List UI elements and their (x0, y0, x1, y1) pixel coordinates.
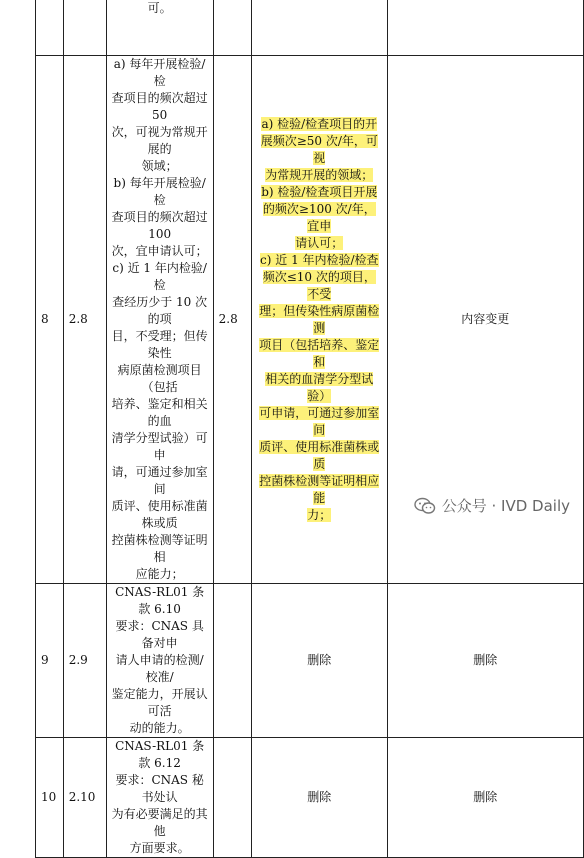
row-new-clause (213, 738, 251, 858)
highlighted-text-line: b) 检验/检查项目开展 (261, 184, 378, 199)
wechat-icon (414, 497, 436, 515)
highlighted-text-line: 控菌株检测等证明相应能 (259, 473, 380, 505)
old-text-line: 要求：CNAS 具备对申 (115, 619, 204, 650)
table-row (36, 738, 584, 858)
row-new-text: 删除 (251, 584, 387, 738)
old-text-line: 查项目的频次超过 100 (111, 210, 208, 241)
highlighted-text-line: a) 检验/检查项目的开 (261, 116, 378, 131)
row-clause: 2.8 (63, 56, 106, 584)
highlighted-text-line: 可申请，可通过参加室间 (259, 405, 380, 437)
old-text-line: 方面要求。 (129, 841, 190, 855)
old-text-line: 次，宜申请认可； (111, 244, 208, 258)
highlighted-text-line: 为常规开展的领域； (265, 167, 374, 182)
table-row (36, 584, 584, 738)
old-text-line: 为有必要满足的其他 (111, 807, 208, 838)
old-text-line: 请，可通过参加室间 (111, 465, 208, 496)
old-text-line: 要求：CNAS 秘书处认 (115, 773, 204, 804)
old-text-line: 查经历少于 10 次的项 (112, 295, 208, 326)
row-num: 8 (36, 56, 64, 584)
row-num: 9 (36, 584, 64, 738)
row-note: 删除 (387, 584, 583, 738)
comparison-table (35, 0, 584, 858)
old-text-line: a) 每年开展检验/检 (113, 57, 206, 88)
watermark-text: 公众号 · IVD Daily (441, 497, 570, 515)
old-text-line: 目，不受理；但传染性 (111, 329, 208, 360)
cell-new-text (251, 0, 387, 56)
row-new-text (251, 56, 387, 584)
old-text-line: 次，可视为常规开展的 (111, 125, 208, 156)
old-text-line: 应能力； (135, 567, 184, 581)
cell-clause (63, 0, 106, 56)
table-row-continued (36, 0, 584, 56)
highlighted-text-line: c) 近 1 年内检验/检查 (260, 252, 379, 267)
highlighted-text-line: 相关的血清学分型试验） (265, 371, 374, 403)
old-text-block (112, 738, 208, 857)
row-old-text (106, 584, 213, 738)
old-text-line: 请人申请的检测/校准/ (115, 653, 204, 684)
highlighted-text-line: 请认可； (295, 235, 344, 250)
row-note: 删除 (387, 738, 583, 858)
row-new-clause (213, 584, 251, 738)
old-text-block (112, 56, 208, 583)
highlighted-text-line: 展频次≥50 次/年，可视 (260, 133, 378, 165)
old-text-line: CNAS-RL01 条款 6.10 (115, 585, 205, 616)
old-text-line: CNAS-RL01 条款 6.12 (115, 739, 205, 770)
row-note: 内容变更 (387, 56, 583, 584)
highlighted-text-line: 质评、使用标准菌株或质 (259, 439, 380, 471)
row-clause: 2.9 (63, 584, 106, 738)
old-text-line: 鉴定能力，开展认可活 (111, 687, 208, 718)
old-text-line: 查项目的频次超过 50 (111, 91, 208, 122)
row-clause: 2.10 (63, 738, 106, 858)
cell-note (387, 0, 583, 56)
new-text-block (257, 114, 382, 526)
watermark (414, 495, 570, 516)
old-text-line: 病原菌检测项目（包括 (117, 363, 202, 394)
row-num: 10 (36, 738, 64, 858)
highlighted-text-line: 项目（包括培养、鉴定和 (259, 337, 380, 369)
old-text-line: 质评、使用标准菌株或质 (111, 499, 208, 530)
old-text-line: b) 每年开展检验/检 (113, 176, 206, 207)
row-new-clause: 2.8 (213, 56, 251, 584)
old-text-block (112, 584, 208, 737)
cell-old-text (106, 0, 213, 56)
row-new-text: 删除 (251, 738, 387, 858)
old-text-line: 领域； (141, 159, 178, 173)
highlighted-text-line: 力； (307, 507, 332, 522)
old-text-line: 控菌株检测等证明相 (111, 533, 208, 564)
old-text-line: 培养、鉴定和相关的血 (111, 397, 208, 428)
continued-text: 可。 (147, 1, 172, 15)
cell-new-clause (213, 0, 251, 56)
cell-num (36, 0, 64, 56)
old-text-line: c) 近 1 年内检验/检 (112, 261, 207, 292)
row-old-text (106, 56, 213, 584)
highlighted-text-line: 的频次≥100 次/年，宜申 (262, 201, 376, 233)
highlighted-text-line: 理；但传染性病原菌检测 (259, 303, 380, 335)
row-old-text (106, 738, 213, 858)
old-text-line: 清学分型试验）可申 (111, 431, 208, 462)
highlighted-text-line: 频次≤10 次的项目，不受 (262, 269, 376, 301)
old-text-line: 动的能力。 (129, 721, 190, 735)
